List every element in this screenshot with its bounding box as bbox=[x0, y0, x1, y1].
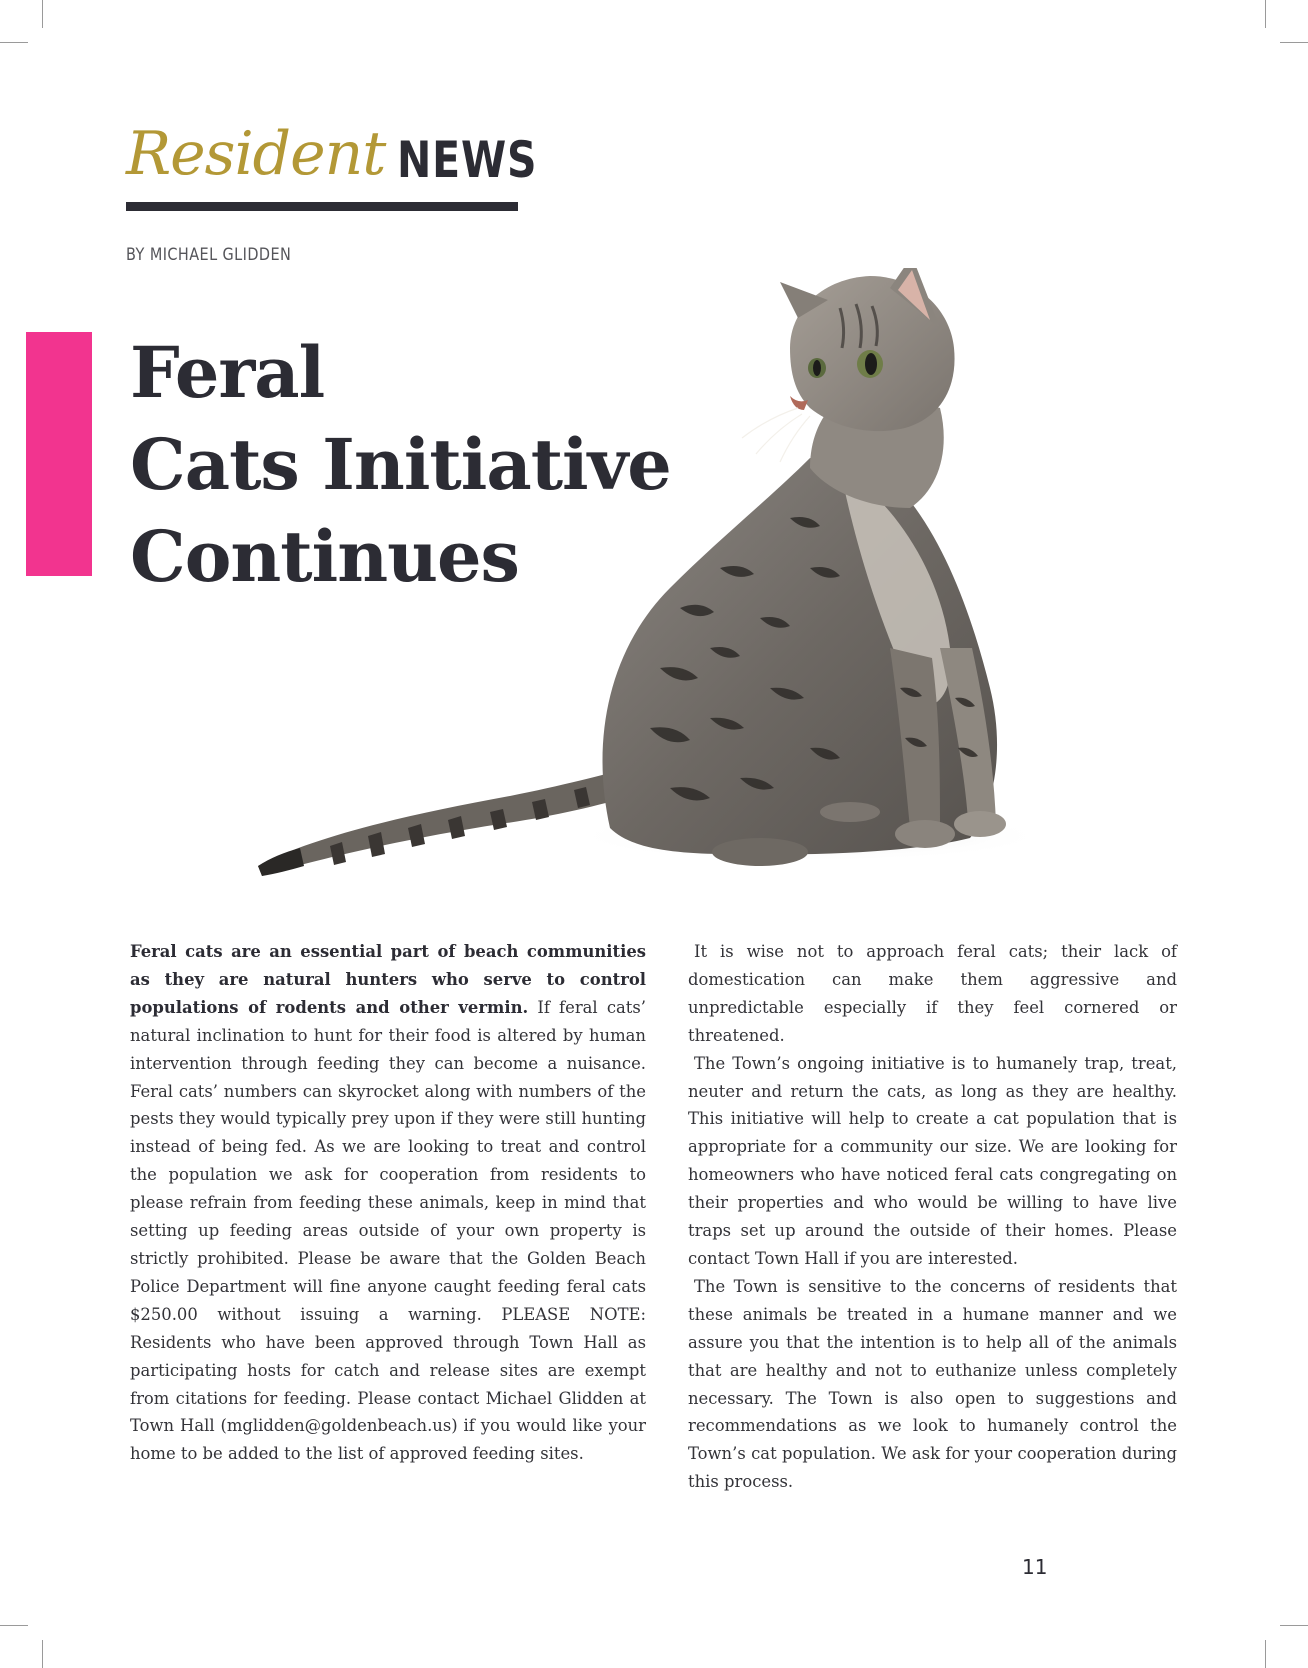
masthead-rule bbox=[126, 202, 518, 211]
article-lead: Feral cats are an essential part of beach communities as they are natural hunters who serve to control populations of rodents and other vermin. bbox=[130, 942, 646, 1017]
article-column-left bbox=[130, 938, 646, 1468]
crop-mark bbox=[42, 0, 43, 28]
section-masthead bbox=[126, 118, 538, 214]
masthead-news-word: NEWS bbox=[397, 131, 538, 189]
article-paragraph: It is wise not to approach feral cats; their lack of domestication can make them aggressive and unpredictable especially if they feel cornered or threatened. bbox=[688, 942, 1177, 1045]
masthead-script-word: Resident bbox=[126, 119, 386, 189]
article-paragraph bbox=[130, 938, 646, 1468]
article-body-text: If feral cats’ natural inclination to hunt for their food is altered by human intervention through feeding they can become a nuisance. Feral cats’ numbers can skyrocket along with numbers of the pests they would typically prey upon if they were still hunting instead of being fed. As we are looking to treat and control the population we ask for cooperation from residents to please refrain from feeding these animals, keep in mind that setting up feeding areas outside of your own property is strictly prohibited. Please be aware that the Golden Beach Police Department will fine anyone caught feeding feral cats $250.00 without issuing a warning. PLEASE NOTE: Residents who have been approved through Town Hall as participating hosts for catch and release sites are exempt from citations for feeding. Please contact Michael Glidden at Town Hall (mglidden@goldenbeach.us) if you would like your home to be added to the list of approved feeding sites. bbox=[130, 997, 646, 1464]
article-paragraph: The Town’s ongoing initiative is to humanely trap, treat, neuter and return the cats, as long as they are healthy. This initiative will help to create a cat population that is appropriate for a community our size. We are looking for homeowners who have noticed feral cats congregating on their properties and who would be willing to have live traps set up around the outside of their homes. Please contact Town Hall if you are interested. bbox=[688, 1053, 1177, 1268]
article-paragraph: The Town is sensitive to the concerns of residents that these animals be treated in a humane manner and we assure you that the intention is to help all of the animals that are healthy and not to euthanize unless completely necessary. The Town is also open to suggestions and recommendations as we look to humanely control the Town’s cat population. We ask for your cooperation during this process. bbox=[688, 1276, 1177, 1492]
crop-mark bbox=[1280, 42, 1308, 43]
headline-line: Cats Initiative bbox=[130, 423, 671, 506]
headline-line: Continues bbox=[130, 515, 519, 598]
byline: BY MICHAEL GLIDDEN bbox=[126, 245, 292, 265]
page-number: 11 bbox=[1022, 1555, 1048, 1579]
crop-mark bbox=[1280, 1625, 1308, 1626]
cat-photo bbox=[250, 268, 1050, 888]
headline-line: Feral bbox=[130, 331, 325, 414]
crop-mark bbox=[1265, 1640, 1266, 1668]
crop-mark bbox=[42, 1640, 43, 1668]
crop-mark bbox=[0, 1625, 28, 1626]
article-column-right bbox=[688, 938, 1177, 1496]
crop-mark bbox=[1265, 0, 1266, 28]
accent-bar bbox=[26, 332, 92, 576]
crop-mark bbox=[0, 42, 28, 43]
